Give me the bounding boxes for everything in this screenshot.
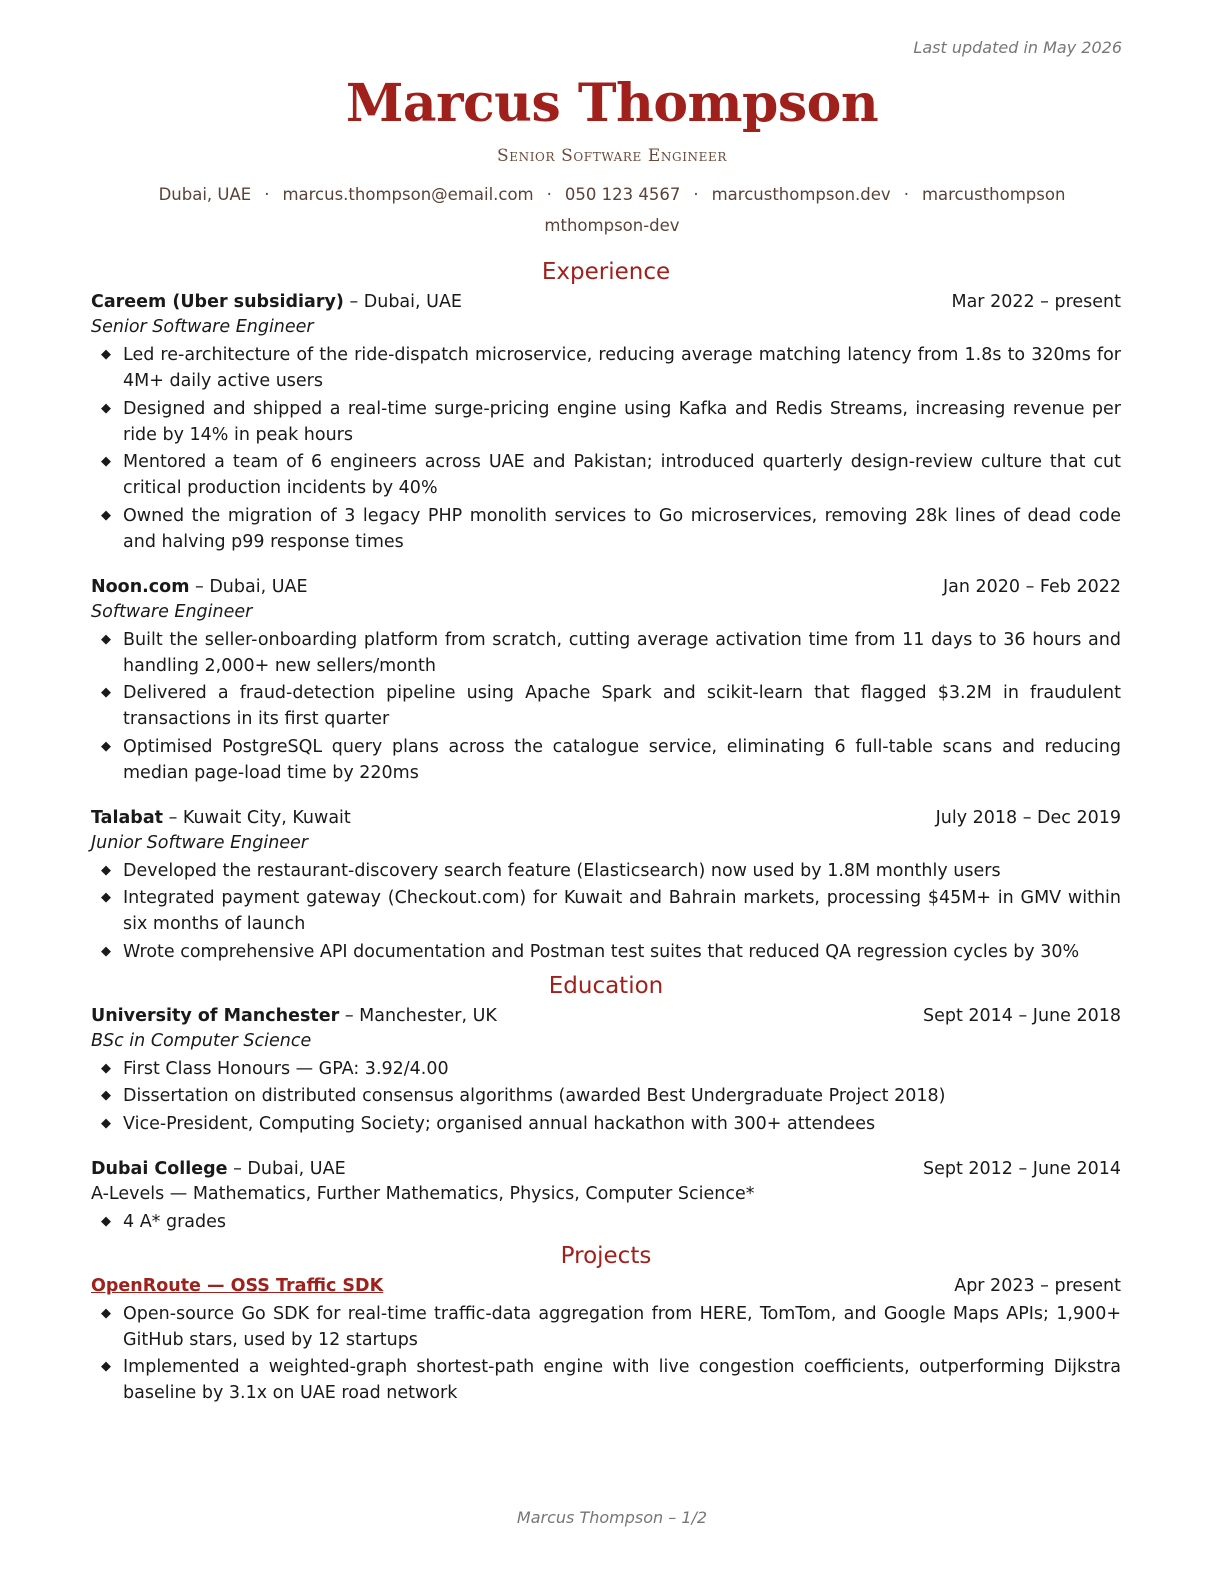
contact-line [0,179,1224,241]
resume-body [91,255,1121,1410]
contact-location: Dubai, UAE [158,185,252,204]
achievement-text: Led re-architecture of the ride-dispatch microservice, reducing average matching latency from 1.8s to 320ms for 4M+ daily active users [123,345,1121,391]
achievement-text: Mentored a team of 6 engineers across UAE and Pakistan; introduced quarterly design-review culture that cut critical production incidents by 40% [123,452,1121,498]
achievement-list [91,1301,1121,1407]
contact-separator: · [546,185,552,204]
education-entry [91,1003,1121,1137]
achievement-text: Wrote comprehensive API documentation and Postman test suites that reduced QA regression cycles by 30% [123,941,1080,962]
entry-dates: Sept 2014 – June 2018 [922,1005,1121,1026]
entry-header [91,574,1121,600]
employer-name: Careem (Uber subsidiary) [91,292,344,312]
education-section [91,969,1121,1235]
achievement-text: Delivered a fraud-detection pipeline using Apache Spark and scikit-learn that flagged $3.2M in fraudulent transactions in its first quarter [123,683,1121,729]
entry-dates: Jan 2020 – Feb 2022 [942,576,1121,597]
experience-entry [91,574,1121,786]
contact-separator: · [903,185,909,204]
experience-entry [91,805,1121,965]
project-entry [91,1273,1121,1407]
achievement-item [101,449,1121,501]
contact-github[interactable]: mthompson-dev [544,216,680,235]
achievement-item [101,342,1121,394]
degree-title: BSc in Computer Science [91,1030,312,1051]
achievement-text: Implemented a weighted-graph shortest-path engine with live congestion coefficients, outperforming Dijkstra baseline by 3.1x on UAE road network [123,1357,1121,1403]
achievement-text: Built the seller-onboarding platform from scratch, cutting average activation time from 11 days to 36 hours and handling 2,000+ new sellers/month [123,629,1121,676]
achievement-list [91,1056,1121,1137]
diamond-bullet-icon: ◆ [101,400,111,416]
entry-header [91,1156,1121,1182]
achievement-text: Owned the migration of 3 legacy PHP monolith services to Go microservices, removing 28k lines of dead code and halving p99 response times [123,505,1121,552]
achievement-text: Designed and shipped a real-time surge-pricing engine using Kafka and Redis Streams, increasing revenue per ride by 14% in peak hours [123,398,1121,445]
project-link[interactable]: OpenRoute — OSS Traffic SDK [91,1275,384,1296]
achievement-item [101,1301,1121,1353]
section-title-projects: Projects [560,1242,652,1269]
entry-header [91,289,1121,315]
employer-location: – Dubai, UAE [189,576,308,597]
achievement-text: First Class Honours — GPA: 3.92/4.00 [123,1058,449,1079]
last-updated-note: Last updated in May 2026 [913,38,1122,57]
section-title-education: Education [548,972,664,999]
achievement-text: 4 A* grades [123,1211,227,1232]
diamond-bullet-icon: ◆ [101,890,111,905]
candidate-title: Senior Software Engineer [496,146,728,166]
achievement-list [91,342,1121,555]
achievement-item [101,503,1121,555]
achievement-item [101,885,1121,937]
achievement-item [101,1083,1121,1109]
entry-dates: Mar 2022 – present [951,292,1121,312]
qualification-detail: A-Levels — Mathematics, Further Mathematics, Physics, Computer Science* [91,1183,755,1204]
achievement-list [91,627,1121,786]
diamond-bullet-icon: ◆ [101,1088,111,1103]
achievement-text: Developed the restaurant-discovery search feature (Elasticsearch) now used by 1.8M monthly users [123,860,1001,881]
achievement-item [101,1056,1121,1082]
entry-header [91,1003,1121,1029]
institution-location: – Manchester, UK [339,1005,497,1026]
contact-email[interactable]: marcus.thompson@email.com [282,185,534,204]
achievement-item [101,680,1121,732]
diamond-bullet-icon: ◆ [101,943,111,959]
institution-location: – Dubai, UAE [227,1158,346,1179]
achievement-list [91,858,1121,965]
entry-dates: Apr 2023 – present [954,1275,1121,1296]
experience-entry [91,289,1121,555]
page-footer: Marcus Thompson – 1/2 [516,1508,708,1527]
job-title: Software Engineer [91,601,253,622]
achievement-text: Vice-President, Computing Society; organised annual hackathon with 300+ attendees [123,1113,876,1134]
projects-section [91,1239,1121,1407]
diamond-bullet-icon: ◆ [101,507,111,523]
achievement-list [91,1209,1121,1235]
contact-phone[interactable]: 050 123 4567 [564,185,681,204]
candidate-name: Marcus Thompson [345,73,879,134]
achievement-item [101,1354,1121,1406]
achievement-item [101,858,1121,884]
diamond-bullet-icon: ◆ [101,347,111,362]
achievement-text: Open-source Go SDK for real-time traffic-data aggregation from HERE, TomTom, and Google Maps APIs; 1,900+ GitHub stars, used by 12 startups [123,1303,1121,1350]
institution-name: Dubai College [91,1158,228,1179]
employer-name: Noon.com [91,576,190,597]
diamond-bullet-icon: ◆ [101,1305,111,1321]
employer-name: Talabat [91,807,163,828]
entry-dates: Sept 2012 – June 2014 [922,1158,1121,1179]
contact-website[interactable]: marcusthompson.dev [711,185,891,204]
achievement-item [101,627,1121,679]
achievement-text: Integrated payment gateway (Checkout.com) for Kuwait and Bahrain markets, processing $45M+ in GMV within six months of launch [123,888,1121,934]
diamond-bullet-icon: ◆ [101,631,111,647]
employer-location: – Kuwait City, Kuwait [163,807,351,828]
diamond-bullet-icon: ◆ [101,738,111,754]
achievement-item [101,939,1121,965]
job-title: Senior Software Engineer [91,317,314,337]
achievement-item [101,1111,1121,1137]
diamond-bullet-icon: ◆ [101,685,111,700]
entry-header [91,1273,1121,1299]
institution-name: University of Manchester [91,1005,340,1026]
experience-section [91,255,1121,965]
contact-linkedin[interactable]: marcusthompson [921,185,1066,204]
diamond-bullet-icon: ◆ [101,1359,111,1374]
entry-dates: July 2018 – Dec 2019 [935,807,1121,828]
resume-header [0,70,1224,241]
achievement-item [101,1209,1121,1235]
diamond-bullet-icon: ◆ [101,454,111,469]
achievement-item [101,396,1121,448]
employer-location: – Dubai, UAE [343,292,462,312]
contact-separator: · [264,185,270,204]
achievement-item [101,734,1121,786]
section-title-experience: Experience [541,259,671,285]
education-entry [91,1156,1121,1235]
diamond-bullet-icon: ◆ [101,1060,111,1076]
contact-separator: · [693,185,699,204]
diamond-bullet-icon: ◆ [101,862,111,878]
diamond-bullet-icon: ◆ [101,1115,111,1131]
diamond-bullet-icon: ◆ [101,1213,111,1229]
entry-header [91,805,1121,831]
achievement-text: Optimised PostgreSQL query plans across the catalogue service, eliminating 6 full-table scans and reducing median page-load time by 220ms [123,736,1121,783]
achievement-text: Dissertation on distributed consensus algorithms (awarded Best Undergraduate Project 2018) [123,1086,946,1106]
job-title: Junior Software Engineer [91,832,309,853]
